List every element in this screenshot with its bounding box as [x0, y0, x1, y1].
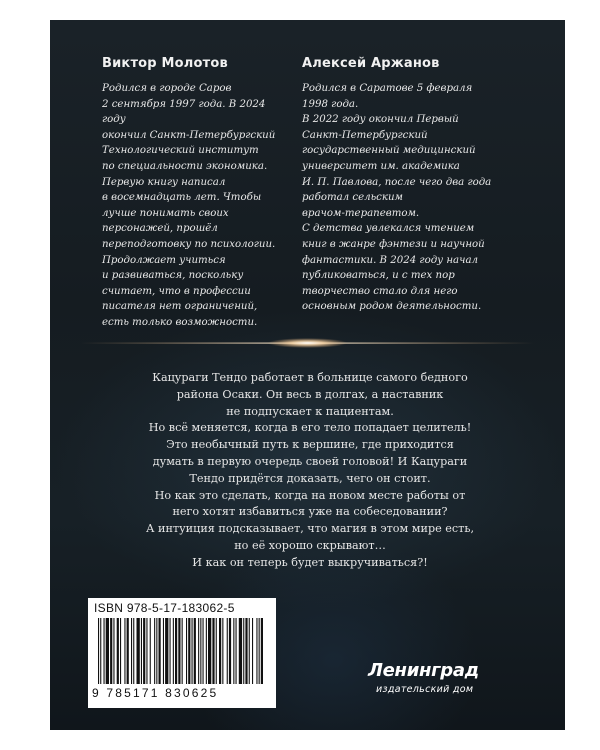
bio-line: Первую книгу написал — [102, 176, 226, 188]
bio-line: С детства увлекался чтением — [302, 223, 475, 235]
barcode-bar — [131, 618, 132, 684]
barcode-bar — [203, 618, 204, 684]
bio-line: считает, что в профессии — [102, 285, 251, 297]
barcode-bar — [182, 618, 183, 684]
barcode-bar — [178, 618, 180, 684]
bio-line: 1998 года. — [302, 98, 359, 110]
barcode-bar — [146, 618, 147, 684]
barcode-bar — [261, 618, 263, 684]
bio-line: работал сельским — [302, 192, 403, 204]
author-bio — [102, 81, 282, 331]
bio-line: Продолжает учиться — [102, 254, 226, 266]
barcode-bar — [165, 618, 168, 684]
publisher-logo — [368, 660, 518, 710]
barcode-bar — [186, 618, 187, 684]
bio-line: окончил Санкт-Петербургский — [102, 129, 276, 141]
barcode-bar — [208, 618, 211, 684]
isbn-barcode — [88, 598, 276, 708]
barcode-bar — [222, 618, 223, 684]
bio-line: писателя нет ограничений, — [102, 301, 258, 313]
blurb-line: района Осаки. Он весь в долгах, а наставник — [176, 387, 444, 401]
bio-line: переподготовку по психологии. — [102, 238, 276, 250]
barcode-bar — [127, 618, 129, 684]
barcode-bar — [245, 618, 247, 684]
blurb-line: него хотят избавиться уже на собеседовании? — [172, 505, 448, 519]
bio-line: Технологический институт — [102, 145, 259, 157]
barcode-bar — [192, 618, 193, 684]
bio-line: государственный медицинский — [302, 145, 476, 157]
barcode-bar — [173, 618, 174, 684]
barcode-bar — [137, 618, 140, 684]
barcode-bar — [198, 618, 199, 684]
barcode-bar — [227, 618, 228, 684]
author-name: Алексей Аржанов — [302, 56, 440, 71]
bio-line: персонажей, прошёл — [102, 223, 218, 235]
publisher-subtitle: издательский дом — [376, 684, 474, 695]
barcode-bar — [175, 618, 177, 684]
bio-line: лучше понимать своих — [102, 207, 229, 219]
barcode-bar — [212, 618, 214, 684]
bio-line: основным родом деятельности. — [302, 301, 482, 313]
bio-line: врачом-терапевтом. — [302, 207, 420, 219]
barcode-bar — [233, 618, 234, 684]
blurb-line: думать в первую очередь своей головой! И Кацураги — [152, 454, 468, 468]
barcode-bar — [141, 618, 142, 684]
barcode-bar — [117, 618, 119, 684]
barcode-bar — [163, 618, 164, 684]
barcode-bar — [243, 618, 244, 684]
bio-line: есть только возможности. — [102, 316, 258, 328]
barcode-bar — [219, 618, 221, 684]
barcode-bar — [229, 618, 231, 684]
barcode-bar — [110, 618, 112, 684]
barcode-digits: 9 785171 830625 — [92, 686, 219, 700]
barcode-bar — [170, 618, 171, 684]
barcode-bar — [159, 618, 161, 684]
bio-line: по специальности экономика. — [102, 160, 268, 172]
barcode-bar — [200, 618, 201, 684]
blurb-line: но её хорошо скрывают… — [234, 538, 386, 552]
blurb-line: И как он теперь будет выкручиваться?! — [192, 555, 428, 569]
bio-line: 2 сентября 1997 года. В 2024 году — [102, 98, 266, 126]
barcode-bar — [216, 618, 217, 684]
barcode-bar — [252, 618, 253, 684]
bio-line: университет им. академика — [302, 160, 460, 172]
author-block-molotov — [102, 56, 282, 331]
isbn-text: ISBN 978-5-17-183062-5 — [94, 601, 235, 615]
barcode-bar — [113, 618, 114, 684]
barcode-bar — [256, 618, 257, 684]
barcode-bar — [239, 618, 242, 684]
bio-line: В 2022 году окончил Первый — [302, 114, 459, 126]
barcode-bar — [249, 618, 250, 684]
barcode-bar — [100, 618, 101, 684]
blurb-line: А интуиция подсказывает, что магия в этом мире есть, — [145, 522, 475, 536]
author-name: Виктор Молотов — [102, 56, 228, 71]
barcode-bar — [206, 618, 207, 684]
barcode-bar — [143, 618, 145, 684]
author-bio — [302, 81, 542, 315]
barcode-bar — [154, 618, 155, 684]
barcode-bar — [106, 618, 109, 684]
bio-line: и развиваться, поскольку — [102, 270, 244, 282]
bio-line: Санкт-Петербургский — [302, 129, 428, 141]
bio-line: публиковаться, и с тех пор — [302, 270, 455, 282]
barcode-bar — [104, 618, 105, 684]
publisher-name: Ленинград — [368, 660, 479, 681]
book-blurb — [90, 370, 530, 572]
author-block-arzhanov — [302, 56, 542, 315]
bio-line: И. П. Павлова, после чего два года — [302, 176, 492, 188]
book-back-cover — [50, 20, 565, 730]
bio-line: Родился в Саратове 5 февраля — [302, 83, 473, 94]
barcode-bar — [98, 618, 99, 684]
barcode-bar — [259, 618, 260, 684]
barcode-bar — [133, 618, 134, 684]
blurb-line: Но как это сделать, когда на новом месте работы от — [154, 488, 466, 502]
barcode-bars — [98, 618, 266, 684]
bio-line: Родился в городе Саров — [102, 83, 232, 94]
barcode-bar — [156, 618, 157, 684]
barcode-bar — [124, 618, 125, 684]
blurb-line: Кацураги Тендо работает в больнице самого бедного — [152, 371, 468, 384]
barcode-bar — [236, 618, 237, 684]
bio-line: книг в жанре фэнтези и научной — [302, 238, 485, 250]
bio-line: творчество стало для него — [302, 285, 458, 297]
bio-line: в восемнадцать лет. Чтобы — [102, 192, 262, 204]
barcode-bar — [150, 618, 151, 684]
glowing-divider — [80, 336, 535, 350]
bio-line: фантастики. В 2024 году начал — [302, 254, 478, 266]
blurb-line: Это необычный путь к вершине, где приходится — [166, 438, 454, 452]
blurb-line: Но всё меняется, когда в его тело попадает целитель! — [148, 421, 472, 435]
barcode-bar — [188, 618, 190, 684]
barcode-bar — [120, 618, 121, 684]
barcode-bar — [194, 618, 196, 684]
blurb-line: не подпускает к пациентам. — [226, 404, 394, 418]
blurb-line: Тендо придётся доказать, чего он стоит. — [189, 471, 431, 485]
